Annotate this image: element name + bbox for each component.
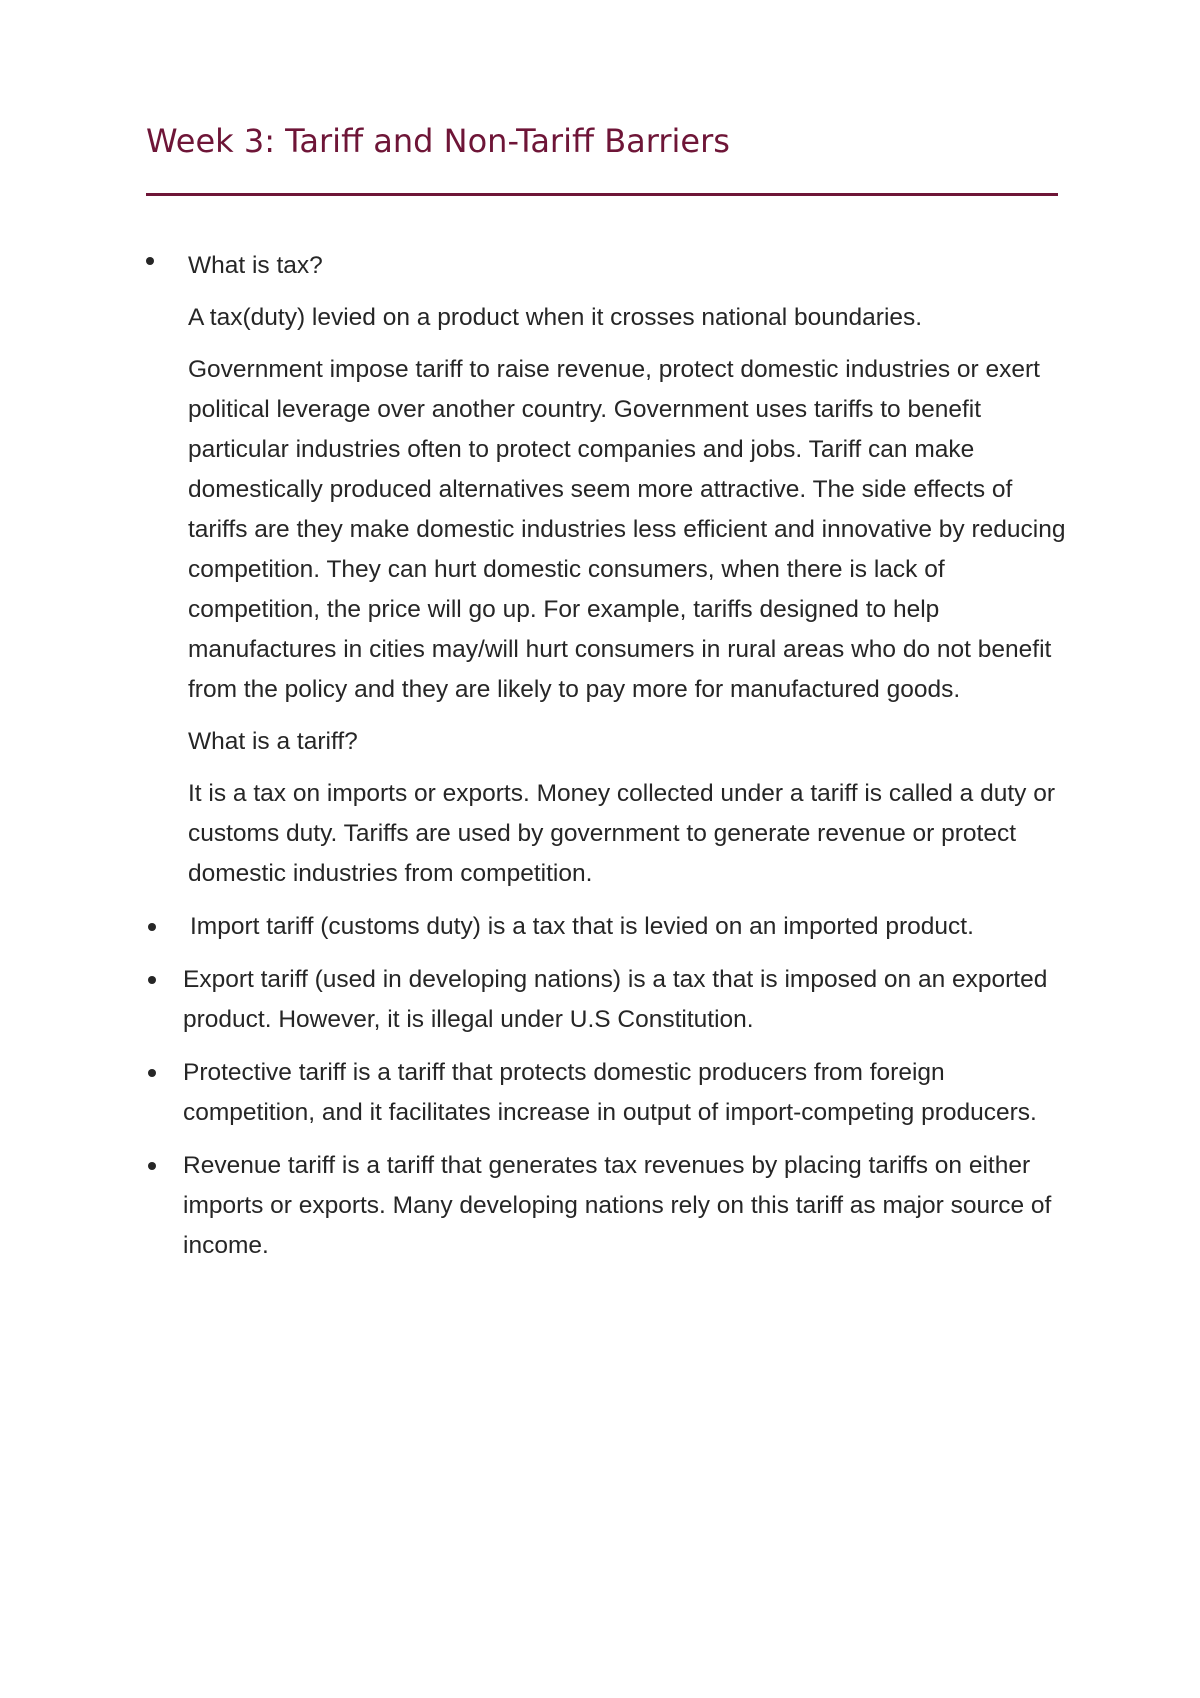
page-title: Week 3: Tariff and Non-Tariff Barriers bbox=[146, 122, 730, 160]
list-item-protective-tariff bbox=[146, 1053, 1066, 1133]
list-item-text: Protective tariff is a tariff that protects domestic producers from foreign competition, and it facilitates increase in output of import-competing producers. bbox=[183, 1059, 1037, 1126]
question-what-is-tariff: What is a tariff? bbox=[188, 728, 358, 755]
list-item-revenue-tariff bbox=[146, 1146, 1066, 1266]
tax-definition: A tax(duty) levied on a product when it crosses national boundaries. bbox=[188, 304, 923, 331]
bullet-icon bbox=[148, 1069, 156, 1077]
bullet-icon bbox=[148, 923, 156, 931]
tariff-answer: It is a tax on imports or exports. Money collected under a tariff is called a duty or customs duty. Tariffs are used by government to generate revenue or protect domestic industries from competition. bbox=[188, 780, 1055, 887]
document-body bbox=[146, 246, 1066, 1266]
list-item-text: Export tariff (used in developing nations) is a tax that is imposed on an exported product. However, it is illegal under U.S Constitution. bbox=[183, 966, 1048, 1033]
list-item-what-is-tax bbox=[146, 246, 1066, 894]
question-what-is-tax: What is tax? bbox=[188, 252, 323, 279]
list-item-text: Import tariff (customs duty) is a tax that is levied on an imported product. bbox=[190, 913, 974, 940]
bullet-icon bbox=[148, 1162, 156, 1170]
list-item-import-tariff bbox=[146, 907, 1066, 947]
bullet-icon bbox=[148, 976, 156, 984]
title-divider bbox=[146, 193, 1058, 196]
tax-explanation: Government impose tariff to raise revenue, protect domestic industries or exert political leverage over another country. Government uses tariffs to benefit particular industries often to protect companies and jobs. Tariff can make domestically produced alternatives seem more attractive. The side effects of tariffs are they make domestic industries less efficient and innovative by reducing competition. They can hurt domestic consumers, when there is lack of competition, the price will go up. For example, tariffs designed to help manufactures in cities may/will hurt consumers in rural areas who do not benefit from the policy and they are likely to pay more for manufactured goods. bbox=[188, 356, 1066, 703]
bullet-icon bbox=[146, 257, 154, 265]
list-item-export-tariff bbox=[146, 960, 1066, 1040]
list-item-text: Revenue tariff is a tariff that generates tax revenues by placing tariffs on either imports or exports. Many developing nations rely on this tariff as major source of income. bbox=[183, 1152, 1052, 1259]
